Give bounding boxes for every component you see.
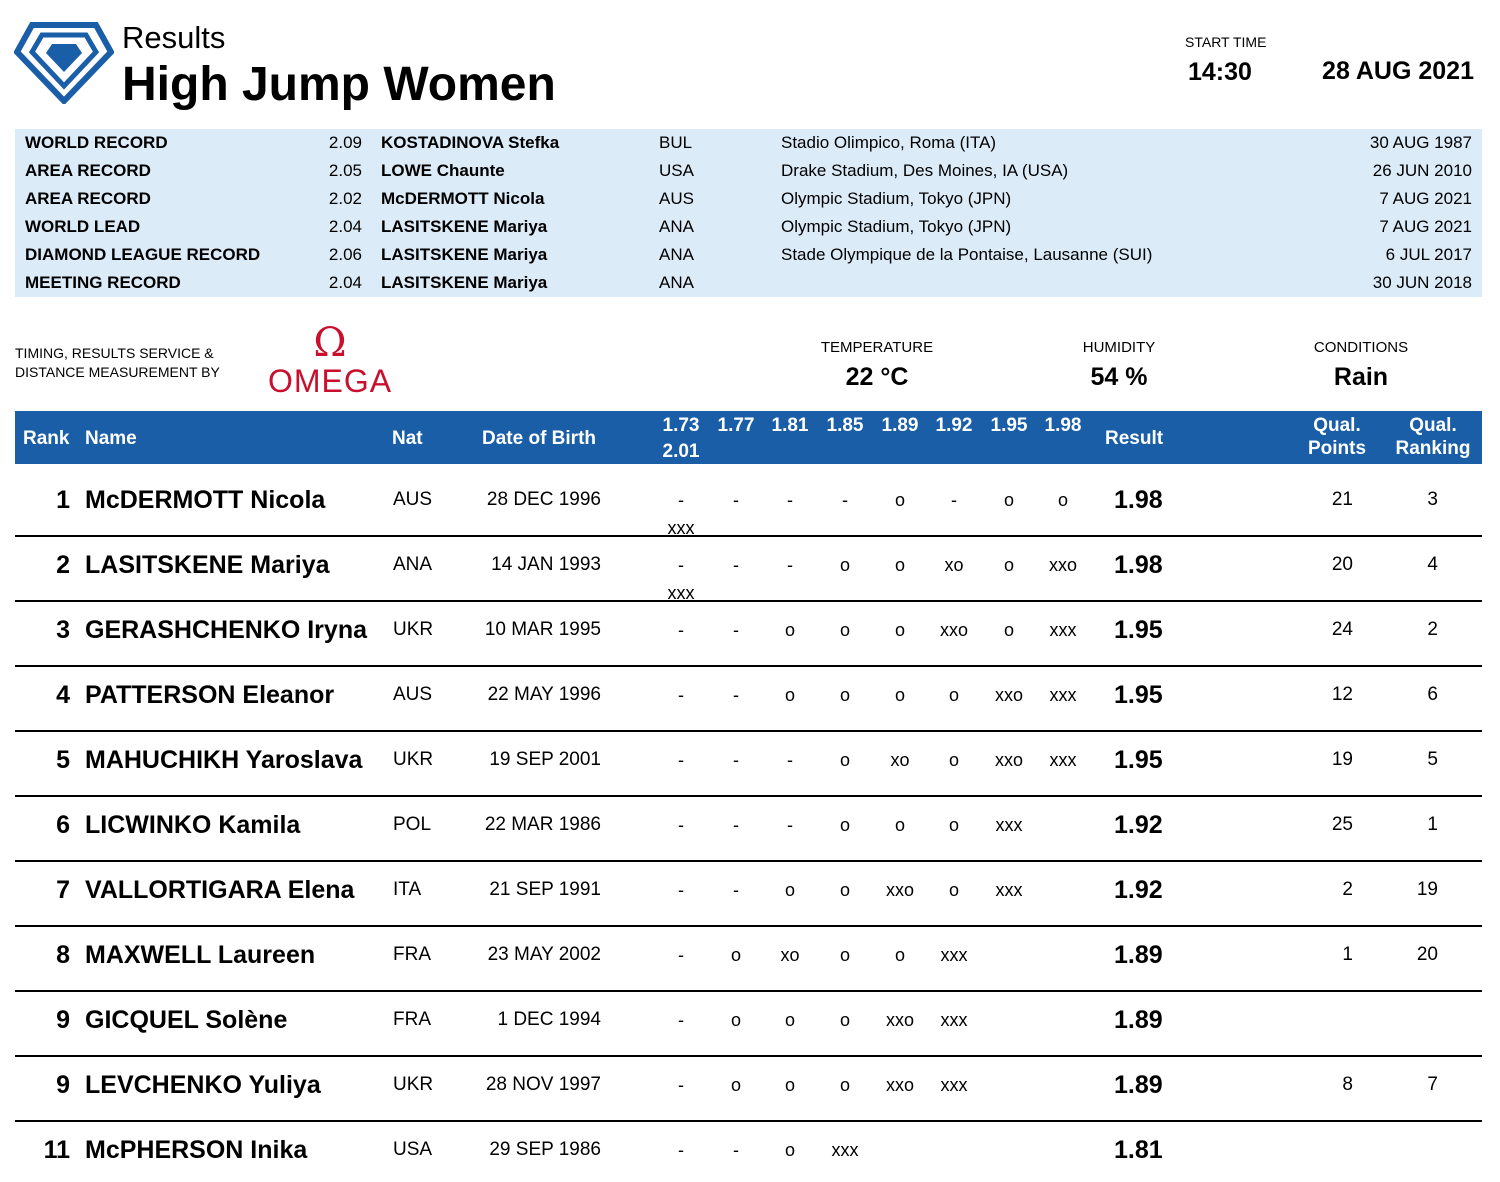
result-cell: 1.95 [1114, 681, 1163, 709]
rank-cell: 3 [56, 616, 70, 644]
table-row [15, 472, 1482, 537]
qual-ranking-cell: 2 [1427, 619, 1438, 640]
attempt-cell: o [894, 685, 905, 705]
attempt-cell: xxx [1049, 620, 1077, 640]
record-row [15, 129, 1482, 157]
header-height: 1.77 [717, 415, 755, 436]
attempt-cell: - [678, 555, 684, 575]
timing-credit [15, 344, 220, 382]
table-row [15, 602, 1482, 667]
record-row [15, 185, 1482, 213]
result-cell: 1.98 [1114, 551, 1163, 579]
rank-cell: 6 [56, 811, 70, 839]
attempt-cell: - [787, 750, 793, 770]
header-qual-points [1297, 414, 1377, 460]
attempt-cell: - [733, 620, 739, 640]
dob-cell: 10 MAR 1995 [484, 619, 601, 640]
attempt-cell: xxo [885, 1010, 914, 1030]
attempt-cell: o [894, 490, 905, 510]
rank-cell: 9 [56, 1006, 70, 1034]
record-nat: ANA [659, 273, 694, 292]
record-name: LASITSKENE Mariya [381, 273, 548, 292]
attempt-cell: xxo [939, 620, 968, 640]
start-time: 14:30 [1188, 58, 1252, 86]
record-date: 30 AUG 1987 [1369, 133, 1472, 152]
attempt-cell: xo [944, 555, 964, 575]
attempt-cell: o [948, 880, 959, 900]
header-height: 1.92 [935, 415, 973, 436]
record-name: LASITSKENE Mariya [381, 217, 548, 236]
attempt-cell: - [678, 620, 684, 640]
attempt-cell: o [894, 945, 905, 965]
header-result: Result [1105, 428, 1164, 449]
rank-cell: 8 [56, 941, 70, 969]
header-name: Name [85, 428, 137, 449]
athlete-name: MAXWELL Laureen [85, 941, 316, 969]
result-cell: 1.81 [1114, 1136, 1163, 1164]
nat-cell: ITA [393, 879, 422, 900]
dob-cell: 19 SEP 2001 [489, 749, 601, 770]
record-venue: Olympic Stadium, Tokyo (JPN) [781, 189, 1012, 208]
qual-points-cell: 19 [1331, 749, 1353, 770]
attempt-cell: o [839, 880, 850, 900]
record-date: 7 AUG 2021 [1379, 217, 1472, 236]
records-table [15, 129, 1482, 297]
attempt-cell-extra: xxx [667, 518, 695, 538]
rank-cell: 5 [56, 746, 70, 774]
nat-cell: UKR [393, 749, 434, 770]
conditions-value: Rain [1333, 363, 1389, 391]
attempt-cell: o [839, 945, 850, 965]
diamond-league-icon [14, 22, 114, 104]
qual-points-cell: 20 [1331, 554, 1353, 575]
record-date: 7 AUG 2021 [1379, 189, 1472, 208]
nat-cell: UKR [393, 1074, 434, 1095]
attempt-cell: - [678, 815, 684, 835]
attempt-cell: - [678, 945, 684, 965]
header-rank: Rank [23, 428, 70, 449]
header-qual-ranking-line1: Qual. [1409, 415, 1457, 436]
record-venue: Drake Stadium, Des Moines, IA (USA) [781, 161, 1069, 180]
record-date: 26 JUN 2010 [1372, 161, 1472, 180]
attempt-cell: - [733, 750, 739, 770]
record-mark: 2.06 [328, 245, 362, 264]
qual-points-cell: 25 [1331, 814, 1353, 835]
event-date: 28 AUG 2021 [1322, 57, 1474, 85]
attempt-cell: o [948, 685, 959, 705]
record-type: AREA RECORD [25, 161, 151, 180]
record-mark: 2.04 [328, 217, 362, 236]
header-height: 1.81 [771, 415, 809, 436]
qual-points-cell: 12 [1331, 684, 1353, 705]
dob-cell: 29 SEP 1986 [489, 1139, 601, 1160]
omega-wordmark: OMEGA [267, 363, 393, 399]
record-venue: Stadio Olimpico, Roma (ITA) [781, 133, 997, 152]
nat-cell: AUS [393, 489, 433, 510]
record-name: LOWE Chaunte [381, 161, 505, 180]
attempt-cell: xxx [940, 1075, 968, 1095]
header-height-extra: 2.01 [662, 441, 700, 462]
results-table-header [15, 411, 1482, 464]
header-nat: Nat [392, 428, 423, 449]
attempt-cell: o [839, 815, 850, 835]
record-name: LASITSKENE Mariya [381, 245, 548, 264]
record-date: 6 JUL 2017 [1385, 245, 1472, 264]
qual-points-cell: 8 [1342, 1074, 1353, 1095]
attempt-cell: o [784, 620, 795, 640]
attempt-cell: - [678, 685, 684, 705]
qual-points-cell: 2 [1342, 879, 1353, 900]
temperature-label: TEMPERATURE [820, 339, 934, 356]
table-row [15, 537, 1482, 602]
table-row [15, 667, 1482, 732]
table-row [15, 1057, 1482, 1122]
qual-ranking-cell: 19 [1416, 879, 1438, 900]
record-venue: Stade Olympique de la Pontaise, Lausanne (SUI) [781, 245, 1153, 264]
qual-ranking-cell: 7 [1427, 1074, 1438, 1095]
attempt-cell: - [733, 685, 739, 705]
attempt-cell: xxx [995, 815, 1023, 835]
nat-cell: ANA [393, 554, 433, 575]
record-mark: 2.04 [328, 273, 362, 292]
table-row [15, 927, 1482, 992]
attempt-cell: - [678, 490, 684, 510]
attempt-cell: - [678, 1140, 684, 1160]
qual-points-cell: 24 [1331, 619, 1353, 640]
result-cell: 1.89 [1114, 1071, 1163, 1099]
record-type: DIAMOND LEAGUE RECORD [25, 245, 261, 264]
record-type: AREA RECORD [25, 189, 151, 208]
rank-cell: 2 [56, 551, 70, 579]
record-row [15, 213, 1482, 241]
record-type: MEETING RECORD [25, 273, 181, 292]
attempt-cell: - [733, 880, 739, 900]
attempt-cell: - [842, 490, 848, 510]
athlete-name: GERASHCHENKO Iryna [85, 616, 367, 644]
humidity-value: 54 % [1090, 363, 1148, 391]
attempt-cell: o [839, 685, 850, 705]
timing-credit-line2: DISTANCE MEASUREMENT BY [15, 364, 220, 380]
result-cell: 1.92 [1114, 811, 1163, 839]
header-dob: Date of Birth [482, 428, 596, 449]
attempt-cell: o [784, 880, 795, 900]
attempt-cell: - [678, 1075, 684, 1095]
rank-cell: 11 [43, 1136, 70, 1164]
attempt-cell: - [678, 1010, 684, 1030]
athlete-name: LICWINKO Kamila [85, 811, 301, 839]
table-row [15, 797, 1482, 862]
header-qual-points-line1: Qual. [1313, 415, 1361, 436]
result-cell: 1.89 [1114, 941, 1163, 969]
table-row [15, 992, 1482, 1057]
attempt-cell: xo [780, 945, 800, 965]
attempt-cell: xxx [995, 880, 1023, 900]
dob-cell: 28 NOV 1997 [485, 1074, 601, 1095]
dob-cell: 22 MAY 1996 [487, 684, 601, 705]
humidity-label: HUMIDITY [1082, 339, 1156, 356]
record-name: KOSTADINOVA Stefka [381, 133, 560, 152]
qual-ranking-cell: 1 [1427, 814, 1438, 835]
record-type: WORLD LEAD [25, 217, 141, 236]
athlete-name: McDERMOTT Nicola [85, 486, 326, 514]
nat-cell: UKR [393, 619, 434, 640]
attempt-cell: - [787, 555, 793, 575]
table-row [15, 732, 1482, 797]
record-name: McDERMOTT Nicola [381, 189, 545, 208]
result-cell: 1.95 [1114, 746, 1163, 774]
rank-cell: 1 [56, 486, 70, 514]
record-venue: Olympic Stadium, Tokyo (JPN) [781, 217, 1012, 236]
dob-cell: 28 DEC 1996 [486, 489, 601, 510]
dob-cell: 22 MAR 1986 [484, 814, 601, 835]
attempt-cell: - [733, 815, 739, 835]
attempt-cell: o [1003, 490, 1014, 510]
header-qual-ranking [1387, 414, 1479, 460]
qual-ranking-cell: 6 [1427, 684, 1438, 705]
rank-cell: 7 [56, 876, 70, 904]
record-nat: ANA [659, 245, 694, 264]
qual-ranking-cell: 20 [1416, 944, 1438, 965]
attempt-cell: o [784, 685, 795, 705]
nat-cell: FRA [393, 1009, 431, 1030]
result-cell: 1.98 [1114, 486, 1163, 514]
rank-cell: 4 [56, 681, 70, 709]
start-time-label: START TIME [1185, 34, 1267, 50]
result-cell: 1.95 [1114, 616, 1163, 644]
record-row [15, 157, 1482, 185]
attempt-cell-extra: xxx [667, 583, 695, 603]
result-cell: 1.89 [1114, 1006, 1163, 1034]
header-height: 1.89 [881, 415, 919, 436]
record-mark: 2.02 [328, 189, 362, 208]
attempt-cell: xo [890, 750, 910, 770]
attempt-cell: o [839, 750, 850, 770]
header-height: 1.73 [662, 415, 700, 436]
record-row [15, 241, 1482, 269]
table-row [15, 862, 1482, 927]
attempt-cell: xxo [1048, 555, 1077, 575]
record-nat: BUL [659, 133, 693, 152]
athlete-name: GICQUEL Solène [85, 1006, 288, 1034]
rank-cell: 9 [56, 1071, 70, 1099]
attempt-cell: xxo [994, 750, 1023, 770]
attempt-cell: o [730, 1010, 741, 1030]
attempt-cell: o [894, 555, 905, 575]
attempt-cell: o [784, 1075, 795, 1095]
attempt-cell: xxx [940, 1010, 968, 1030]
attempt-cell: o [1003, 555, 1014, 575]
timing-credit-line1: TIMING, RESULTS SERVICE & [15, 345, 214, 361]
nat-cell: USA [393, 1139, 433, 1160]
page-subtitle: Results [122, 20, 226, 55]
page-title: High Jump Women [122, 58, 556, 111]
header-qual-points-line2: Points [1307, 438, 1367, 459]
qual-ranking-cell: 3 [1427, 489, 1438, 510]
attempt-cell: o [894, 815, 905, 835]
header-height: 1.95 [990, 415, 1028, 436]
record-nat: AUS [659, 189, 694, 208]
attempt-cell: - [787, 815, 793, 835]
record-nat: USA [659, 161, 694, 180]
attempt-cell: o [1057, 490, 1068, 510]
athlete-name: MAHUCHIKH Yaroslava [85, 746, 363, 774]
attempt-cell: - [951, 490, 957, 510]
header-height: 1.98 [1044, 415, 1082, 436]
attempt-cell: o [1003, 620, 1014, 640]
attempt-cell: - [733, 490, 739, 510]
attempt-cell: xxx [1049, 750, 1077, 770]
dob-cell: 21 SEP 1991 [489, 879, 601, 900]
attempt-cell: o [784, 1140, 795, 1160]
dob-cell: 23 MAY 2002 [487, 944, 601, 965]
attempt-cell: o [839, 620, 850, 640]
qual-points-cell: 21 [1331, 489, 1353, 510]
attempt-cell: o [839, 555, 850, 575]
attempt-cell: o [948, 750, 959, 770]
attempt-cell: o [894, 620, 905, 640]
dob-cell: 14 JAN 1993 [491, 554, 601, 575]
result-cell: 1.92 [1114, 876, 1163, 904]
qual-ranking-cell: 4 [1427, 554, 1438, 575]
attempt-cell: o [839, 1075, 850, 1095]
omega-symbol: Ω [313, 320, 347, 366]
attempt-cell: - [733, 555, 739, 575]
conditions-label: CONDITIONS [1313, 339, 1409, 356]
nat-cell: POL [393, 814, 432, 835]
record-nat: ANA [659, 217, 694, 236]
attempt-cell: o [730, 1075, 741, 1095]
attempt-cell: xxo [994, 685, 1023, 705]
athlete-name: PATTERSON Eleanor [85, 681, 335, 709]
athlete-name: LEVCHENKO Yuliya [85, 1071, 321, 1099]
nat-cell: AUS [393, 684, 433, 705]
record-mark: 2.05 [328, 161, 362, 180]
attempt-cell: - [733, 1140, 739, 1160]
table-row [15, 1122, 1482, 1182]
omega-logo-icon [255, 320, 405, 399]
attempt-cell: - [787, 490, 793, 510]
attempt-cell: xxo [885, 1075, 914, 1095]
athlete-name: McPHERSON Inika [85, 1136, 308, 1164]
attempt-cell: o [730, 945, 741, 965]
record-date: 30 JUN 2018 [1372, 273, 1472, 292]
qual-ranking-cell: 5 [1427, 749, 1438, 770]
attempt-cell: - [678, 880, 684, 900]
temperature-value: 22 °C [845, 363, 909, 391]
attempt-cell: - [678, 750, 684, 770]
header-qual-ranking-line2: Ranking [1395, 438, 1471, 459]
attempt-cell: xxx [831, 1140, 859, 1160]
record-mark: 2.09 [328, 133, 362, 152]
qual-points-cell: 1 [1342, 944, 1353, 965]
attempt-cell: o [948, 815, 959, 835]
attempt-cell: o [784, 1010, 795, 1030]
attempt-cell: xxo [885, 880, 914, 900]
attempt-cell: o [839, 1010, 850, 1030]
header-height: 1.85 [826, 415, 864, 436]
athlete-name: VALLORTIGARA Elena [85, 876, 355, 904]
attempt-cell: xxx [940, 945, 968, 965]
nat-cell: FRA [393, 944, 431, 965]
athlete-name: LASITSKENE Mariya [85, 551, 330, 579]
record-type: WORLD RECORD [25, 133, 168, 152]
record-row [15, 269, 1482, 297]
attempt-cell: xxx [1049, 685, 1077, 705]
dob-cell: 1 DEC 1994 [497, 1009, 601, 1030]
